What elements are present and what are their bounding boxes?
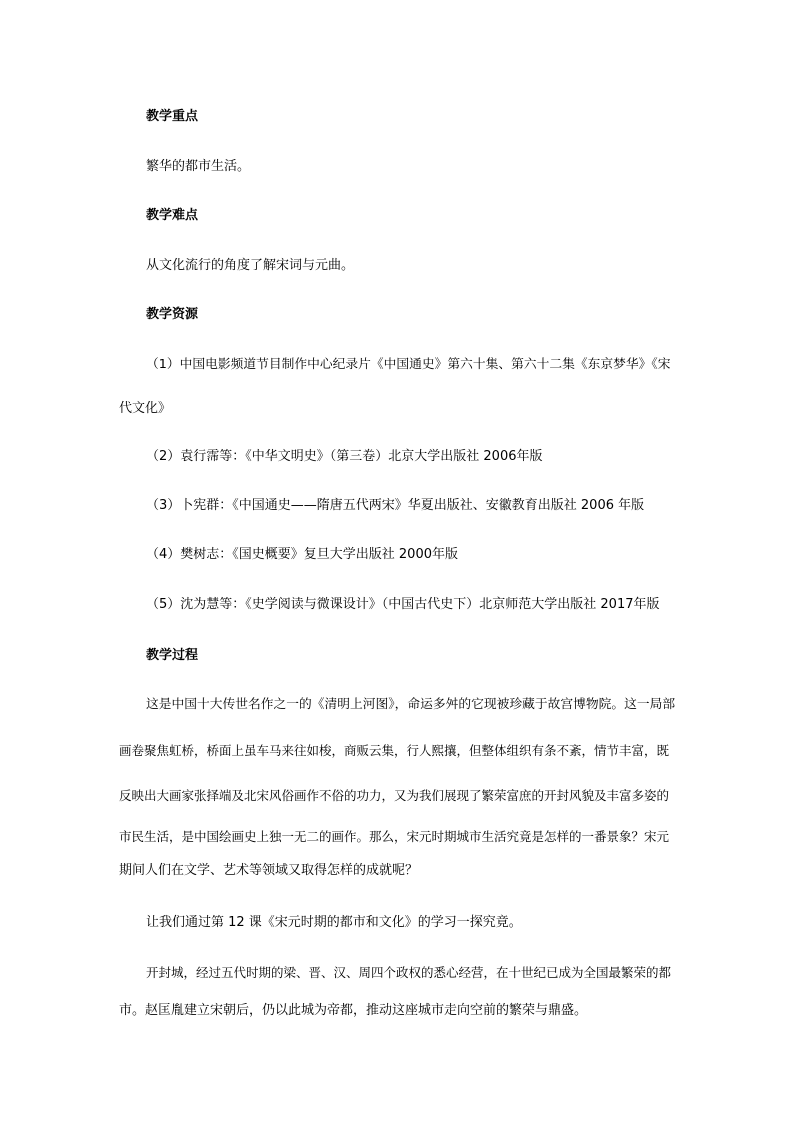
resource-item-1: （1）中国电影频道节目制作中心纪录片《中国通史》第六十集、第六十二集《东京梦华》《宋 (146, 357, 671, 372)
resource-item-5: （5）沈为慧等：《史学阅读与微课设计》（中国古代史下）北京师范大学出版社 2017年版 (146, 597, 660, 612)
process-line: 反映出大画家张择端及北宋风俗画作不俗的功力，又为我们展现了繁荣富庶的开封风貌及丰富多姿的 (119, 788, 670, 803)
process-line: 让我们通过第 12 课《宋元时期的都市和文化》的学习一探究竟。 (146, 915, 522, 930)
heading-difficulties: 教学难点 (146, 208, 199, 223)
resource-item-2: （2）袁行霈等：《中华文明史》（第三卷）北京大学出版社 2006年版 (146, 449, 543, 464)
process-line: 这是中国十大传世名作之一的《清明上河图》，命运多舛的它现被珍藏于故宫博物院。这一局部 (146, 697, 676, 712)
process-line: 市民生活，是中国绘画史上独一无二的画作。那么，宋元时期城市生活究竟是怎样的一番景象？宋元 (119, 829, 670, 844)
process-line: 市。赵匡胤建立宋朝后，仍以此城为帝都，推动这座城市走向空前的繁荣与鼎盛。 (119, 1003, 588, 1018)
heading-key-points: 教学重点 (146, 109, 199, 124)
resource-item-3: （3）卜宪群：《中国通史——隋唐五代两宋》华夏出版社、安徽教育出版社 2006 年版 (146, 498, 645, 513)
key-points-text: 繁华的都市生活。 (146, 159, 251, 174)
process-line: 开封城，经过五代时期的梁、晋、汉、周四个政权的悉心经营，在十世纪已成为全国最繁荣的都 (146, 965, 672, 980)
heading-resources: 教学资源 (146, 307, 199, 322)
resource-item-4: （4）樊树志：《国史概要》复旦大学出版社 2000年版 (146, 547, 458, 562)
heading-process: 教学过程 (146, 648, 199, 663)
resource-item-1-cont: 代文化》 (119, 401, 172, 416)
difficulties-text: 从文化流行的角度了解宋词与元曲。 (146, 258, 355, 273)
process-line: 画卷聚焦虹桥，桥面上虽车马来往如梭，商贩云集，行人熙攘，但整体组织有条不紊，情节丰富，既 (119, 743, 670, 758)
process-line: 期间人们在文学、艺术等领域又取得怎样的成就呢？ (119, 863, 419, 878)
